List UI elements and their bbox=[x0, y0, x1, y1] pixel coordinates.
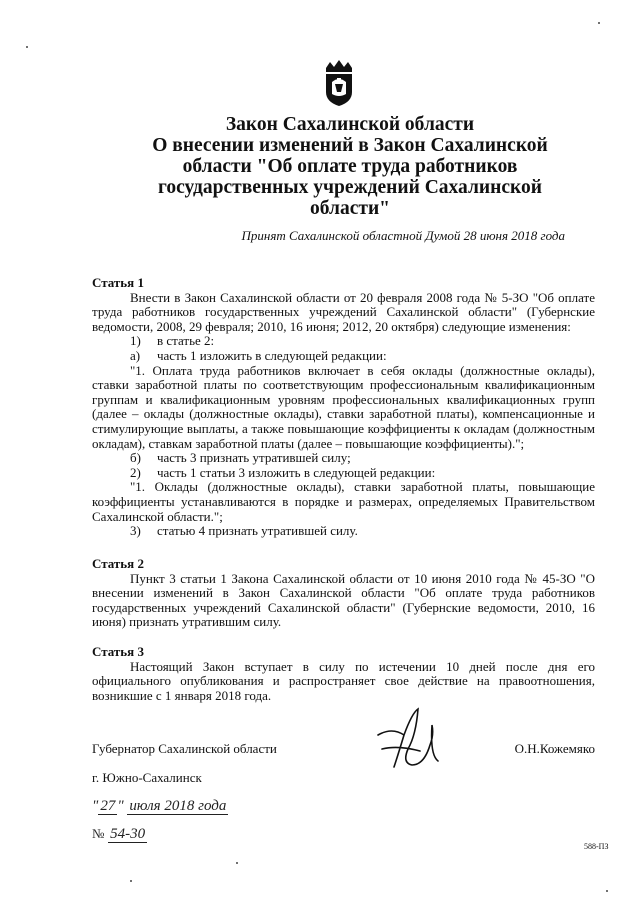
law-number bbox=[92, 826, 147, 843]
title-line: О внесении изменений в Закон Сахалинской bbox=[152, 135, 548, 156]
list-number: а) bbox=[130, 347, 141, 363]
list-number: 3) bbox=[130, 523, 141, 539]
handwritten-signature-icon bbox=[372, 705, 452, 775]
document-title bbox=[100, 114, 600, 219]
number-sign: № bbox=[92, 826, 105, 841]
article-paragraph: Пункт 3 статьи 1 Закона Сахалинской области от 10 июня 2010 года № 45-ЗО "О внесении изменений в Закон Сахалинской области "Об оплате труда работников государственных учреждений Сахалинской области" (Губернские ведомости, 2010, 16 июня) признать утратившим силу. bbox=[92, 570, 595, 630]
article-paragraph: Настоящий Закон вступает в силу по истечении 10 дней после дня его официального опубликования и распространяет свое действие на правоотношения, возникшие с 1 января 2018 года. bbox=[92, 658, 595, 703]
title-line: области "Об оплате труда работников bbox=[182, 156, 518, 177]
city-of-signing: г. Южно-Сахалинск bbox=[92, 770, 202, 785]
number-value: 54-30 bbox=[110, 826, 146, 842]
title-line: области" bbox=[310, 198, 390, 219]
date-month-year: июля 2018 года bbox=[129, 798, 227, 814]
list-item bbox=[92, 349, 595, 364]
scan-speck bbox=[606, 890, 608, 892]
article-heading: Статья 3 bbox=[92, 644, 144, 659]
list-text: часть 3 признать утратившей силу; bbox=[157, 450, 351, 466]
title-line: государственных учреждений Сахалинской bbox=[157, 177, 542, 198]
signatory-title: Губернатор Сахалинской области bbox=[92, 741, 277, 756]
handwritten-date bbox=[92, 798, 228, 815]
adoption-note: Принят Сахалинской областной Думой 28 июня 2018 года bbox=[241, 228, 565, 243]
scan-speck bbox=[26, 46, 28, 48]
article-3 bbox=[92, 645, 595, 703]
scan-speck bbox=[598, 22, 600, 24]
list-item bbox=[92, 334, 595, 349]
quoted-amendment: "1. Оклады (должностные оклады), ставки заработной платы, повышающие коэффициенты устанавливаются в порядке и размерах, определяемых Правительством Сахалинской области."; bbox=[92, 479, 595, 524]
list-text: часть 1 статьи 3 изложить в следующей редакции: bbox=[157, 464, 436, 480]
article-1 bbox=[92, 276, 595, 539]
article-heading: Статья 2 bbox=[92, 556, 144, 571]
date-day: 27 bbox=[100, 798, 116, 814]
scan-speck bbox=[130, 880, 132, 882]
signatory-name: О.Н.Кожемяко bbox=[514, 741, 595, 756]
list-item bbox=[92, 524, 595, 539]
list-number: 2) bbox=[130, 464, 141, 480]
coat-of-arms-icon bbox=[322, 58, 356, 108]
list-item bbox=[92, 451, 595, 466]
document-code: 588-ПЗ bbox=[584, 842, 609, 851]
list-text: статью 4 признать утратившей силу. bbox=[157, 523, 358, 539]
quoted-amendment: "1. Оплата труда работников включает в себя оклады (должностные оклады), ставки заработной платы по соответствующим профессиональным квалификационным группам и квалификационным уровням профессиональных квалификационных групп (далее – оклады (должностные оклады), ставки заработной платы), компенсационные и стимулирующие выплаты, а также повышающие коэффициенты к окладам (должностным окладам), ставкам заработной платы (далее – повышающие коэффициенты)."; bbox=[92, 362, 595, 451]
article-heading: Статья 1 bbox=[92, 275, 144, 290]
article-paragraph: Внести в Закон Сахалинской области от 20 февраля 2008 года № 5-ЗО "Об оплате труда работников государственных учреждений Сахалинской области" (Губернские ведомости, 2008, 29 февраля; 2010, 16 июня; 2012, 20 октября) следующие изменения: bbox=[92, 289, 595, 334]
list-item bbox=[92, 466, 595, 481]
list-text: в статье 2: bbox=[157, 333, 215, 349]
scan-speck bbox=[236, 862, 238, 864]
list-number: 1) bbox=[130, 333, 141, 349]
date-quote: " bbox=[117, 798, 124, 814]
date-quote: " bbox=[92, 798, 99, 814]
article-2 bbox=[92, 557, 595, 630]
title-line: Закон Сахалинской области bbox=[225, 114, 475, 135]
list-number: б) bbox=[130, 450, 141, 466]
list-text: часть 1 изложить в следующей редакции: bbox=[157, 347, 387, 363]
